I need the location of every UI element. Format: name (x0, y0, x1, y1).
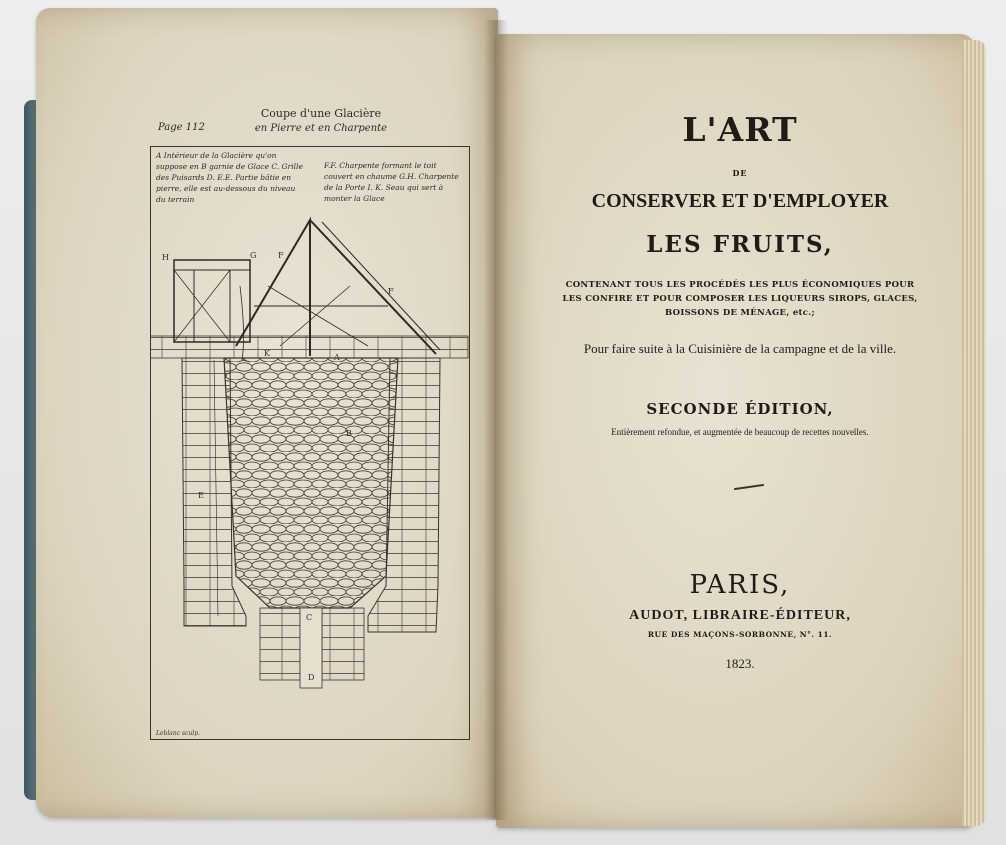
title-line-fruits: LES FRUITS, (646, 231, 834, 258)
ice-chamber (224, 358, 398, 608)
plate-page-reference: Page 112 (158, 122, 205, 133)
edition-note: Entièrement refondue, et augmentée de beaucoup de recettes nouvelles. (611, 427, 869, 437)
roof-right-slope (310, 220, 436, 354)
imprint-address: RUE DES MAÇONS-SORBONNE, N°. 11. (647, 630, 833, 639)
engraver-signature: Leblanc sculp. (156, 730, 200, 737)
plate-legend-right: F.F. Charpente formant le toit couvert en chaume G.H. Charpente de la Porte I. K. Seau qui sert à monter la Glace (324, 161, 459, 203)
plate-letter-e: E (198, 491, 204, 500)
sump-left-wall (260, 608, 300, 680)
plate-subtitle: en Pierre et en Charpente (254, 123, 388, 134)
imprint-publisher: AUDOT, LIBRAIRE-ÉDITEUR, (629, 608, 851, 623)
plate-letter-d: D (308, 673, 315, 682)
door-frame (174, 260, 250, 342)
sump-right-wall (322, 608, 364, 680)
plate-letter-g: G (250, 251, 257, 260)
plate-letter-c: C (306, 613, 313, 622)
page-block-edges (962, 40, 986, 826)
title-suite: Pour faire suite à la Cuisinière de la campagne et de la ville. (583, 341, 897, 356)
ice-house-engraving (150, 146, 470, 740)
book-gutter (484, 20, 508, 820)
plate-letter-a: A (334, 353, 340, 362)
title-de: DE (732, 168, 748, 178)
title-line-conserver: CONSERVER ET D'EMPLOYER (591, 190, 889, 212)
plate-title: Coupe d'une Glacière (260, 107, 382, 120)
plate-letter-k: K (264, 349, 270, 358)
imprint-city: PARIS, (689, 570, 791, 600)
title-description: CONTENANT TOUS LES PROCÉDÉS LES PLUS ÉCONOMIQUES POUR LES CONFIRE ET POUR COMPOSER LES LIQUEURS SIROPS, GLACES, BOISSONS DE MÉNAGE, etc.; (562, 280, 918, 318)
plate-letter-h: H (162, 253, 169, 262)
imprint-year: 1823. (725, 656, 755, 671)
plate-legend-left: A Intérieur de la Glacière qu'on suppose en B garnie de Glace C. Grille des Puisards D. E.E. Partie bâtie en pierre, elle est au-dessous du niveau du terrain (156, 151, 303, 204)
edition-label: SECONDE ÉDITION, (646, 400, 834, 418)
plate-letter-f1: F (278, 251, 284, 260)
plate-letter-f2: F (388, 287, 394, 296)
plate-letter-b: B (346, 429, 352, 438)
book-title: L'ART (682, 110, 798, 149)
